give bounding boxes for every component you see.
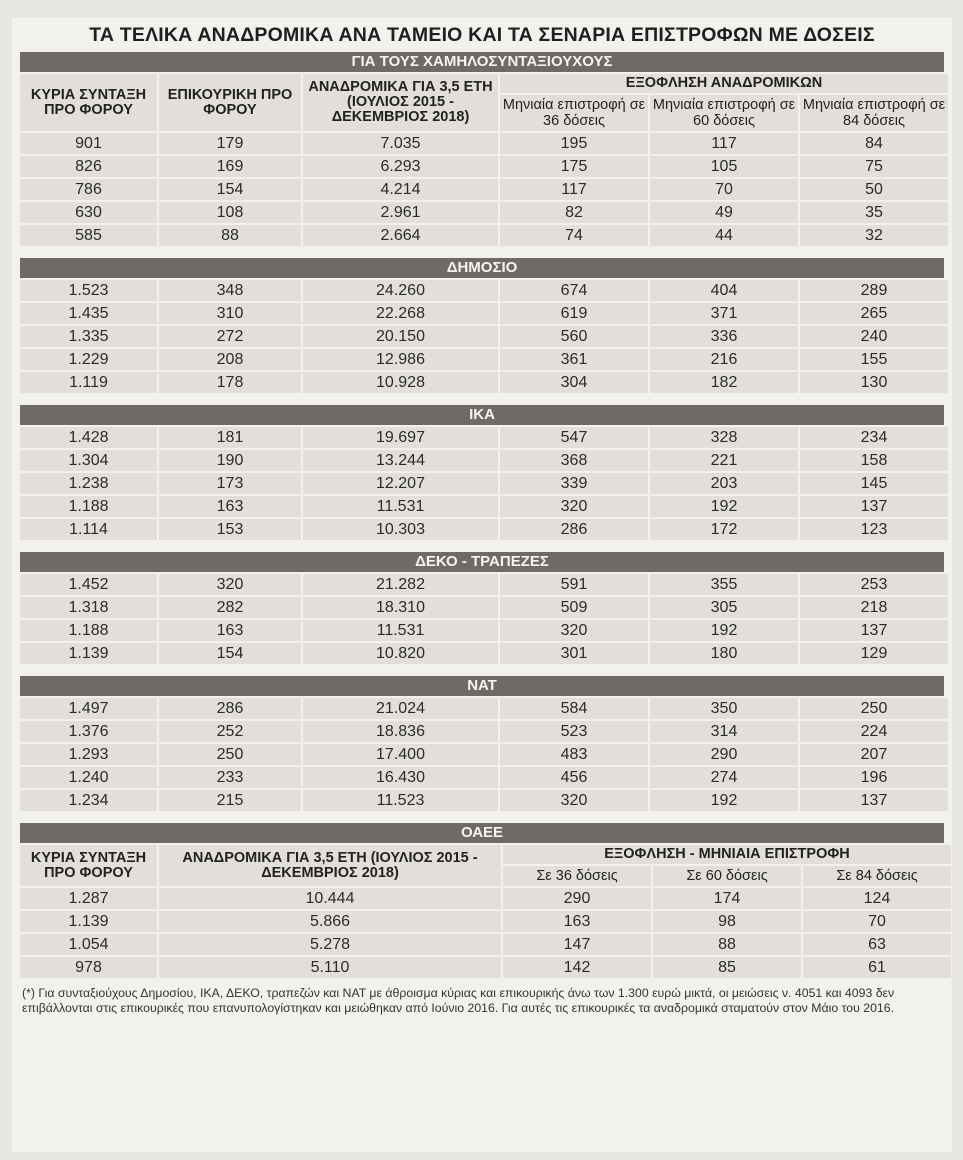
table-cell: 172 <box>650 519 798 540</box>
table-cell: 310 <box>159 303 301 324</box>
table-cell: 169 <box>159 156 301 177</box>
table-cell: 208 <box>159 349 301 370</box>
table-row <box>20 767 948 788</box>
table-cell: 190 <box>159 450 301 471</box>
table-cell: 339 <box>500 473 648 494</box>
table-cell: 207 <box>800 744 948 765</box>
table-cell: 289 <box>800 280 948 301</box>
table-cell: 252 <box>159 721 301 742</box>
table-cell: 350 <box>650 698 798 719</box>
table-row <box>20 597 948 618</box>
table-cell: 163 <box>159 496 301 517</box>
header-arrears: ΑΝΑΔΡΟΜΙΚΑ ΓΙΑ 3,5 ΕΤΗ (ΙΟΥΛΙΟΣ 2015 - ΔΕΚΕΜΒΡΙΟΣ 2018) <box>303 74 498 131</box>
table-cell: 19.697 <box>303 427 498 448</box>
table-cell: 1.188 <box>20 620 157 641</box>
rows-low-pensioners <box>20 133 948 246</box>
table-cell: 286 <box>159 698 301 719</box>
table-cell: 158 <box>800 450 948 471</box>
table-row <box>20 473 948 494</box>
table-cell: 137 <box>800 790 948 811</box>
table-cell: 18.836 <box>303 721 498 742</box>
section-bar-deko-banks: ΔΕΚΟ - ΤΡΑΠΕΖΕΣ <box>20 552 944 572</box>
table-cell: 10.928 <box>303 372 498 393</box>
table-cell: 179 <box>159 133 301 154</box>
oaee-header-60: Σε 60 δόσεις <box>653 866 801 886</box>
table-cell: 7.035 <box>303 133 498 154</box>
table-cell: 175 <box>500 156 648 177</box>
table-nat <box>18 696 950 813</box>
table-cell: 2.664 <box>303 225 498 246</box>
table-row <box>20 179 948 200</box>
table-cell: 304 <box>500 372 648 393</box>
table-cell: 1.452 <box>20 574 157 595</box>
table-cell: 286 <box>500 519 648 540</box>
table-cell: 224 <box>800 721 948 742</box>
table-cell: 1.139 <box>20 643 157 664</box>
table-cell: 1.188 <box>20 496 157 517</box>
table-cell: 1.428 <box>20 427 157 448</box>
table-cell: 216 <box>650 349 798 370</box>
header-main-pension: ΚΥΡΙΑ ΣΥΝΤΑΞΗ ΠΡΟ ΦΟΡΟΥ <box>20 74 157 131</box>
table-cell: 221 <box>650 450 798 471</box>
table-cell: 32 <box>800 225 948 246</box>
footnote: (*) Για συνταξιούχους Δημοσίου, ΙΚΑ, ΔΕΚΟ, τραπεζών και ΝΑΤ με άθροισμα κύριας και επικουρικής άνω των 1.300 ευρώ μικτά, οι μειώσεις ν. 4051 και 4093 δεν επιβάλλονται στις επικουρικές που επανυπολογίστηκαν και μειώθηκαν από Ιούνιο 2016. Για αυτές τις επικουρικές τα αναδρομικά σταματούν στον Μάιο του 2016. <box>22 986 895 1015</box>
table-cell: 21.024 <box>303 698 498 719</box>
table-cell: 1.234 <box>20 790 157 811</box>
rows-deko-banks <box>20 574 948 664</box>
table-cell: 154 <box>159 179 301 200</box>
table-cell: 35 <box>800 202 948 223</box>
table-cell: 328 <box>650 427 798 448</box>
table-cell: 84 <box>800 133 948 154</box>
table-cell: 1.293 <box>20 744 157 765</box>
section-bar-oaee: ΟΑΕΕ <box>20 823 944 843</box>
table-cell: 361 <box>500 349 648 370</box>
table-cell: 584 <box>500 698 648 719</box>
table-cell: 129 <box>800 643 948 664</box>
table-row <box>20 450 948 471</box>
table-cell: 137 <box>800 620 948 641</box>
table-cell: 250 <box>800 698 948 719</box>
table-cell: 85 <box>653 957 801 978</box>
section-bar-low-pensioners: ΓΙΑ ΤΟΥΣ ΧΑΜΗΛΟΣΥΝΤΑΞΙΟΥΧΟΥΣ <box>20 52 944 72</box>
table-cell: 61 <box>803 957 951 978</box>
table-cell: 22.268 <box>303 303 498 324</box>
section-bar-nat: ΝΑΤ <box>20 676 944 696</box>
table-cell: 98 <box>653 911 801 932</box>
table-cell: 11.531 <box>303 620 498 641</box>
table-row <box>20 225 948 246</box>
oaee-header-84: Σε 84 δόσεις <box>803 866 951 886</box>
table-row <box>20 957 951 978</box>
table-cell: 547 <box>500 427 648 448</box>
table-low-pensioners <box>18 72 950 248</box>
table-cell: 274 <box>650 767 798 788</box>
table-cell: 674 <box>500 280 648 301</box>
table-cell: 1.304 <box>20 450 157 471</box>
table-cell: 1.240 <box>20 767 157 788</box>
table-cell: 218 <box>800 597 948 618</box>
table-row <box>20 519 948 540</box>
table-cell: 4.214 <box>303 179 498 200</box>
table-row <box>20 303 948 324</box>
table-cell: 5.866 <box>159 911 501 932</box>
table-row <box>20 790 948 811</box>
table-cell: 10.820 <box>303 643 498 664</box>
table-cell: 1.335 <box>20 326 157 347</box>
table-cell: 585 <box>20 225 157 246</box>
oaee-header-main-pension: ΚΥΡΙΑ ΣΥΝΤΑΞΗ ΠΡΟ ΦΟΡΟΥ <box>20 845 157 886</box>
table-cell: 105 <box>650 156 798 177</box>
table-cell: 44 <box>650 225 798 246</box>
table-cell: 1.229 <box>20 349 157 370</box>
header-repayment: ΕΞΟΦΛΗΣΗ ΑΝΑΔΡΟΜΙΚΩΝ <box>500 74 948 93</box>
table-cell: 155 <box>800 349 948 370</box>
table-cell: 123 <box>800 519 948 540</box>
table-row <box>20 496 948 517</box>
table-cell: 192 <box>650 496 798 517</box>
table-cell: 282 <box>159 597 301 618</box>
table-cell: 195 <box>500 133 648 154</box>
table-cell: 74 <box>500 225 648 246</box>
table-deko-banks <box>18 572 950 666</box>
table-cell: 1.054 <box>20 934 157 955</box>
table-row <box>20 620 948 641</box>
table-cell: 117 <box>500 179 648 200</box>
table-cell: 82 <box>500 202 648 223</box>
table-cell: 49 <box>650 202 798 223</box>
table-cell: 178 <box>159 372 301 393</box>
table-cell: 192 <box>650 620 798 641</box>
table-cell: 1.139 <box>20 911 157 932</box>
oaee-header-arrears: ΑΝΑΔΡΟΜΙΚΑ ΓΙΑ 3,5 ΕΤΗ (ΙΟΥΛΙΟΣ 2015 - ΔΕΚΕΜΒΡΙΟΣ 2018) <box>159 845 501 886</box>
table-cell: 371 <box>650 303 798 324</box>
table-cell: 12.207 <box>303 473 498 494</box>
table-cell: 10.303 <box>303 519 498 540</box>
table-cell: 2.961 <box>303 202 498 223</box>
table-cell: 88 <box>159 225 301 246</box>
table-cell: 320 <box>500 620 648 641</box>
table-cell: 456 <box>500 767 648 788</box>
table-cell: 88 <box>653 934 801 955</box>
table-cell: 250 <box>159 744 301 765</box>
table-cell: 1.238 <box>20 473 157 494</box>
table-cell: 404 <box>650 280 798 301</box>
table-cell: 63 <box>803 934 951 955</box>
table-cell: 11.523 <box>303 790 498 811</box>
rows-ika <box>20 427 948 540</box>
table-row <box>20 888 951 909</box>
table-cell: 1.287 <box>20 888 157 909</box>
table-cell: 290 <box>503 888 651 909</box>
table-cell: 12.986 <box>303 349 498 370</box>
table-cell: 5.110 <box>159 957 501 978</box>
table-cell: 1.318 <box>20 597 157 618</box>
table-cell: 108 <box>159 202 301 223</box>
table-cell: 272 <box>159 326 301 347</box>
section-bar-ika: ΙΚΑ <box>20 405 944 425</box>
table-cell: 509 <box>500 597 648 618</box>
table-row <box>20 721 948 742</box>
table-cell: 20.150 <box>303 326 498 347</box>
table-cell: 630 <box>20 202 157 223</box>
section-bar-public: ΔΗΜΟΣΙΟ <box>20 258 944 278</box>
rows-nat <box>20 698 948 811</box>
newspaper-table-page <box>12 18 952 1152</box>
table-cell: 163 <box>159 620 301 641</box>
table-row <box>20 643 948 664</box>
table-cell: 233 <box>159 767 301 788</box>
oaee-header-repayment: ΕΞΟΦΛΗΣΗ - ΜΗΝΙΑΙΑ ΕΠΙΣΤΡΟΦΗ <box>503 845 951 864</box>
table-row <box>20 280 948 301</box>
table-cell: 16.430 <box>303 767 498 788</box>
table-cell: 182 <box>650 372 798 393</box>
table-cell: 163 <box>503 911 651 932</box>
table-cell: 301 <box>500 643 648 664</box>
oaee-header-36: Σε 36 δόσεις <box>503 866 651 886</box>
table-cell: 153 <box>159 519 301 540</box>
table-cell: 348 <box>159 280 301 301</box>
table-cell: 142 <box>503 957 651 978</box>
header-aux-pension: ΕΠΙΚΟΥΡΙΚΗ ΠΡΟ ΦΟΡΟΥ <box>159 74 301 131</box>
table-cell: 523 <box>500 721 648 742</box>
table-cell: 1.376 <box>20 721 157 742</box>
table-cell: 826 <box>20 156 157 177</box>
table-cell: 203 <box>650 473 798 494</box>
table-cell: 17.400 <box>303 744 498 765</box>
table-cell: 1.497 <box>20 698 157 719</box>
header-36-installments: Μηνιαία επιστροφή σε 36 δόσεις <box>500 95 648 131</box>
header-60-installments: Μηνιαία επιστροφή σε 60 δόσεις <box>650 95 798 131</box>
table-cell: 234 <box>800 427 948 448</box>
table-cell: 253 <box>800 574 948 595</box>
table-cell: 70 <box>650 179 798 200</box>
table-ika <box>18 425 950 542</box>
table-cell: 314 <box>650 721 798 742</box>
table-cell: 305 <box>650 597 798 618</box>
table-cell: 10.444 <box>159 888 501 909</box>
table-cell: 18.310 <box>303 597 498 618</box>
table-public <box>18 278 950 395</box>
table-row <box>20 156 948 177</box>
table-cell: 1.119 <box>20 372 157 393</box>
table-cell: 215 <box>159 790 301 811</box>
table-cell: 320 <box>159 574 301 595</box>
table-cell: 1.114 <box>20 519 157 540</box>
table-cell: 336 <box>650 326 798 347</box>
table-cell: 483 <box>500 744 648 765</box>
table-row <box>20 326 948 347</box>
table-cell: 154 <box>159 643 301 664</box>
table-cell: 619 <box>500 303 648 324</box>
table-cell: 137 <box>800 496 948 517</box>
table-cell: 320 <box>500 790 648 811</box>
table-oaee <box>18 843 953 980</box>
table-row <box>20 911 951 932</box>
table-cell: 786 <box>20 179 157 200</box>
table-cell: 117 <box>650 133 798 154</box>
table-cell: 591 <box>500 574 648 595</box>
table-cell: 1.435 <box>20 303 157 324</box>
table-cell: 901 <box>20 133 157 154</box>
table-cell: 145 <box>800 473 948 494</box>
table-cell: 560 <box>500 326 648 347</box>
table-cell: 181 <box>159 427 301 448</box>
table-cell: 192 <box>650 790 798 811</box>
table-cell: 320 <box>500 496 648 517</box>
table-cell: 24.260 <box>303 280 498 301</box>
table-cell: 368 <box>500 450 648 471</box>
table-cell: 355 <box>650 574 798 595</box>
table-cell: 50 <box>800 179 948 200</box>
table-cell: 11.531 <box>303 496 498 517</box>
table-cell: 124 <box>803 888 951 909</box>
table-cell: 75 <box>800 156 948 177</box>
table-row <box>20 133 948 154</box>
rows-oaee <box>20 888 951 978</box>
page-title: ΤΑ ΤΕΛΙΚΑ ΑΝΑΔΡΟΜΙΚΑ ΑΝΑ ΤΑΜΕΙΟ ΚΑΙ ΤΑ ΣΕΝΑΡΙΑ ΕΠΙΣΤΡΟΦΩΝ ΜΕ ΔΟΣΕΙΣ <box>89 24 875 46</box>
table-cell: 5.278 <box>159 934 501 955</box>
table-cell: 174 <box>653 888 801 909</box>
table-cell: 21.282 <box>303 574 498 595</box>
table-cell: 6.293 <box>303 156 498 177</box>
table-cell: 265 <box>800 303 948 324</box>
table-cell: 70 <box>803 911 951 932</box>
table-cell: 173 <box>159 473 301 494</box>
table-row <box>20 574 948 595</box>
table-cell: 978 <box>20 957 157 978</box>
table-cell: 290 <box>650 744 798 765</box>
table-cell: 130 <box>800 372 948 393</box>
table-cell: 1.523 <box>20 280 157 301</box>
table-row <box>20 698 948 719</box>
table-row <box>20 202 948 223</box>
table-row <box>20 372 948 393</box>
table-cell: 240 <box>800 326 948 347</box>
table-row <box>20 934 951 955</box>
table-row <box>20 744 948 765</box>
table-cell: 180 <box>650 643 798 664</box>
header-84-installments: Μηνιαία επιστροφή σε 84 δόσεις <box>800 95 948 131</box>
table-cell: 147 <box>503 934 651 955</box>
table-cell: 196 <box>800 767 948 788</box>
rows-public <box>20 280 948 393</box>
table-row <box>20 349 948 370</box>
table-row <box>20 427 948 448</box>
table-cell: 13.244 <box>303 450 498 471</box>
